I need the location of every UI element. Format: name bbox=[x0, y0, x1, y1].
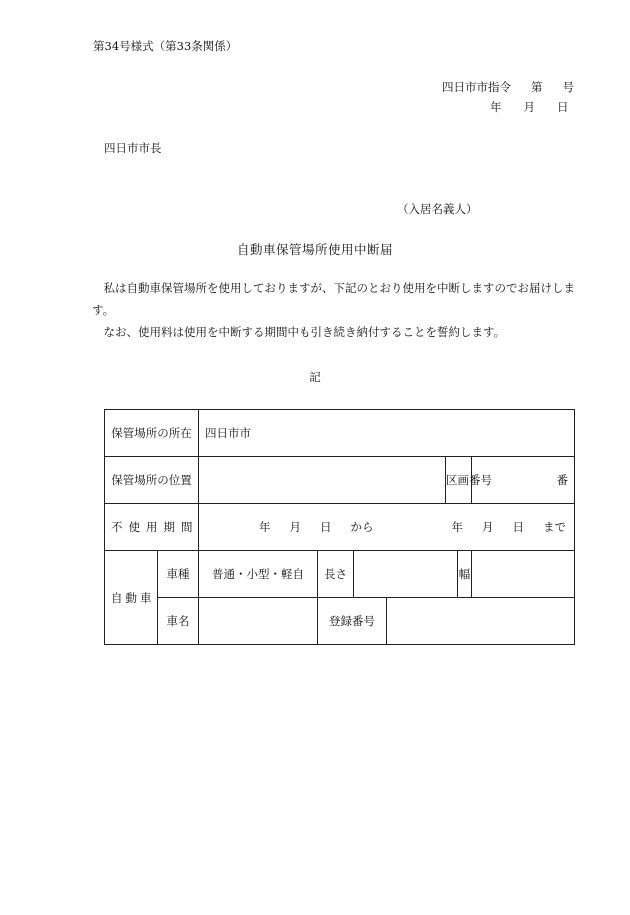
period-month-1: 月 bbox=[289, 520, 301, 534]
nonuse-period-label: 不使用期間 bbox=[105, 504, 199, 551]
registration-value[interactable] bbox=[387, 598, 575, 645]
position-value[interactable] bbox=[199, 457, 446, 504]
paragraph-2: なお、使用料は使用を中断する期間中も引き続き納付することを誓約します。 bbox=[103, 325, 506, 339]
length-label: 長さ bbox=[318, 551, 354, 598]
application-table bbox=[104, 409, 575, 645]
location-value[interactable]: 四日市市 bbox=[199, 410, 575, 457]
period-from: から bbox=[350, 520, 374, 534]
row-location bbox=[105, 410, 575, 457]
width-label: 幅 bbox=[458, 551, 472, 598]
ki-heading: 記 bbox=[309, 370, 321, 384]
position-label: 保管場所の位置 bbox=[105, 457, 199, 504]
form-number: 第34号様式（第33条関係） bbox=[93, 39, 238, 53]
date-month: 月 bbox=[523, 100, 535, 114]
issue-date bbox=[490, 99, 569, 115]
car-type-label: 車種 bbox=[158, 551, 199, 598]
car-type-options[interactable]: 普通・小型・軽自 bbox=[199, 551, 318, 598]
period-until: まで bbox=[543, 520, 566, 534]
body-text bbox=[92, 277, 582, 343]
length-value[interactable] bbox=[354, 551, 458, 598]
addressee: 四日市市長 bbox=[104, 141, 162, 155]
width-value[interactable] bbox=[472, 551, 575, 598]
date-day: 日 bbox=[557, 100, 569, 114]
period-year-2: 年 bbox=[451, 520, 463, 534]
period-day-2: 日 bbox=[512, 520, 524, 534]
paragraph-1: 私は自動車保管場所を使用しておりますが、下記のとおり使用を中断しますのでお届けします。 bbox=[92, 281, 575, 317]
date-year: 年 bbox=[490, 100, 502, 114]
period-year-1: 年 bbox=[259, 520, 271, 534]
directive-label: 四日市市指令 bbox=[442, 80, 511, 94]
car-name-value[interactable] bbox=[199, 598, 318, 645]
section-number-value[interactable]: 番 bbox=[472, 457, 575, 504]
location-label: 保管場所の所在 bbox=[105, 410, 199, 457]
nonuse-period-value[interactable] bbox=[199, 504, 575, 551]
row-period bbox=[105, 504, 575, 551]
directive-number bbox=[442, 79, 574, 95]
row-position bbox=[105, 457, 575, 504]
applicant-label: （入居名義人） bbox=[397, 202, 478, 216]
row-car-name bbox=[105, 598, 575, 645]
period-day-1: 日 bbox=[320, 520, 332, 534]
directive-no-suffix: 号 bbox=[562, 80, 574, 94]
directive-no-prefix: 第 bbox=[531, 80, 543, 94]
period-month-2: 月 bbox=[482, 520, 494, 534]
registration-label: 登録番号 bbox=[318, 598, 387, 645]
car-name-label: 車名 bbox=[158, 598, 199, 645]
row-car-type bbox=[105, 551, 575, 598]
section-number-label: 区画番号 bbox=[446, 457, 472, 504]
document-title: 自動車保管場所使用中断届 bbox=[236, 242, 393, 257]
car-label: 自動車 bbox=[105, 551, 158, 645]
